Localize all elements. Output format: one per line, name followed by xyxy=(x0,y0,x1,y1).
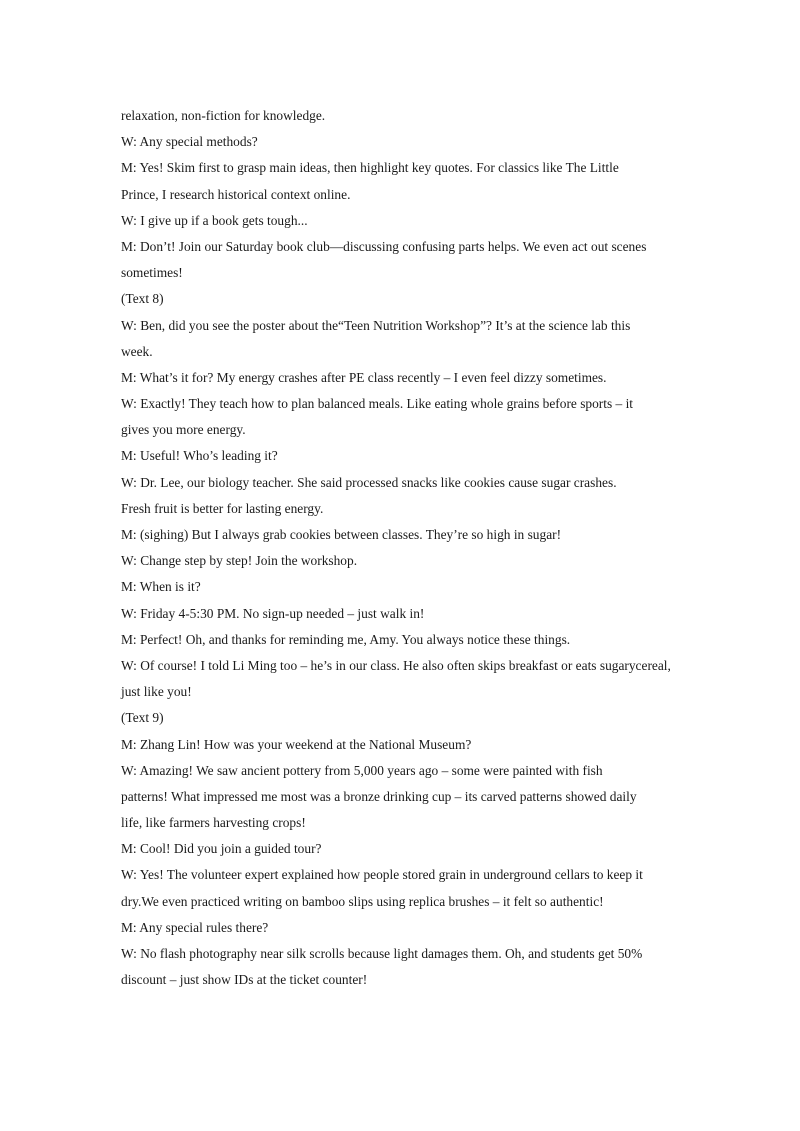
text-line: W: Yes! The volunteer expert explained how people stored grain in underground cellars to keep it xyxy=(121,867,643,883)
text-line: W: Dr. Lee, our biology teacher. She said processed snacks like cookies cause sugar crashes. xyxy=(121,474,617,490)
text-line: M: What’s it for? My energy crashes after PE class recently – I even feel dizzy sometimes. xyxy=(121,369,607,385)
text-line: W: I give up if a book gets tough... xyxy=(121,212,308,228)
section-heading: (Text 8) xyxy=(121,291,164,307)
text-line: W: Amazing! We saw ancient pottery from 5,000 years ago – some were painted with fish xyxy=(121,762,603,778)
text-line: dry.We even practiced writing on bamboo slips using replica brushes – it felt so authentic! xyxy=(121,893,604,909)
transcript-text xyxy=(121,103,691,993)
text-line: W: Exactly! They teach how to plan balanced meals. Like eating whole grains before sports – it xyxy=(121,396,634,412)
text-line: M: (sighing) But I always grab cookies between classes. They’re so high in sugar! xyxy=(121,527,562,542)
text-line: M: Any special rules there? xyxy=(121,919,269,935)
text-line: week. xyxy=(121,343,153,359)
text-line: M: When is it? xyxy=(121,579,201,595)
text-line: sometimes! xyxy=(121,265,183,281)
text-line: life, like farmers harvesting crops! xyxy=(121,815,306,831)
text-line: W: Change step by step! Join the workshop. xyxy=(121,553,358,569)
text-line: M: Don’t! Join our Saturday book club—discussing confusing parts helps. We even act out scenes xyxy=(121,238,647,254)
text-line: W: Any special methods? xyxy=(121,134,258,150)
text-line: Prince, I research historical context online. xyxy=(121,186,351,202)
text-line: M: Perfect! Oh, and thanks for reminding me, Amy. You always notice these things. xyxy=(121,631,571,647)
text-line: M: Yes! Skim first to grasp main ideas, then highlight key quotes. For classics like The Little xyxy=(121,160,619,176)
text-line: relaxation, non-fiction for knowledge. xyxy=(121,108,326,123)
text-line: W: No flash photography near silk scrolls because light damages them. Oh, and students get 50% xyxy=(121,946,643,961)
text-line: M: Useful! Who’s leading it? xyxy=(121,448,278,464)
text-line: gives you more energy. xyxy=(121,422,246,438)
section-heading: (Text 9) xyxy=(121,710,164,726)
text-line: W: Ben, did you see the poster about the“Teen Nutrition Workshop”? It’s at the science lab this xyxy=(121,317,631,333)
text-line: Fresh fruit is better for lasting energy. xyxy=(121,500,324,516)
text-line: patterns! What impressed me most was a bronze drinking cup – its carved patterns showed daily xyxy=(121,788,637,804)
text-line: W: Friday 4-5:30 PM. No sign-up needed – just walk in! xyxy=(121,605,425,621)
text-line: discount – just show IDs at the ticket counter! xyxy=(121,972,368,988)
text-line: just like you! xyxy=(121,684,192,700)
text-line: W: Of course! I told Li Ming too – he’s in our class. He also often skips breakfast or eats sugarycereal, xyxy=(121,657,671,673)
text-line: M: Zhang Lin! How was your weekend at the National Museum? xyxy=(121,736,472,752)
text-line: M: Cool! Did you join a guided tour? xyxy=(121,841,322,857)
